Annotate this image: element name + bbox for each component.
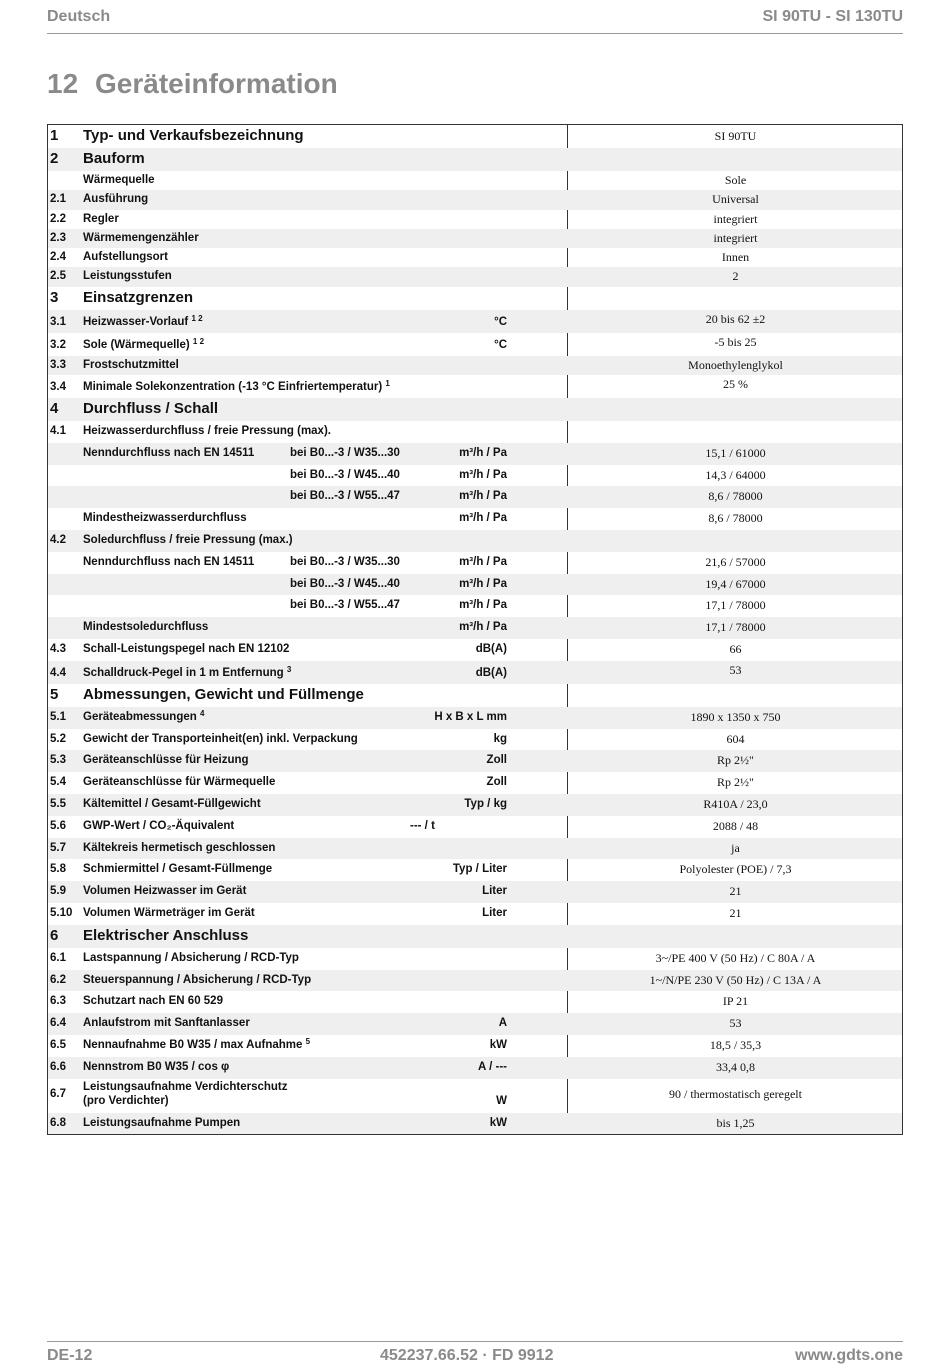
header-divider — [47, 33, 903, 34]
header-language: Deutsch — [47, 8, 111, 25]
row-condition: bei B0...-3 / W55...47 — [290, 490, 400, 503]
row-label: Leistungsstufen — [83, 270, 172, 283]
row-number: 2 — [50, 150, 59, 167]
row-number: 2.5 — [50, 270, 66, 283]
row-unit: H x B x L mm — [434, 710, 507, 723]
row-label: Heizwasserdurchfluss / freie Pressung (max). — [83, 425, 331, 438]
row-value: SI 90TU — [714, 129, 757, 143]
row-number: 4.3 — [50, 643, 66, 656]
row-unit: kW — [489, 1039, 507, 1051]
row-label: Nenndurchfluss nach EN 14511 — [83, 446, 255, 459]
row-label-text: Minimale Solekonzentration (-13 °C Einfriertemperatur) — [83, 381, 383, 394]
row-label: Leistungsaufnahme Verdichterschutz — [83, 1080, 288, 1093]
row-unit: m³/h / Pa — [459, 621, 507, 634]
row-label: Geräteanschlüsse für Wärmequelle — [83, 776, 276, 789]
row-value: Sole — [724, 173, 747, 187]
row-label: Schmiermittel / Gesamt-Füllmenge — [83, 863, 273, 876]
table-row — [48, 267, 902, 286]
table-row — [48, 508, 902, 530]
row-label: Volumen Heizwasser im Gerät — [83, 885, 247, 898]
section-row — [48, 925, 902, 948]
row-number: 6.7 — [50, 1087, 66, 1100]
table-row — [48, 661, 902, 684]
row-value: 14,3 / 64000 — [705, 467, 766, 482]
footer-doc-number: 452237.66.52 · FD 9912 — [380, 1347, 554, 1364]
row-label-text: Schalldruck-Pegel in 1 m Entfernung — [83, 666, 284, 679]
row-value: 21,6 / 57000 — [705, 554, 766, 569]
row-unit: --- / t — [410, 819, 435, 832]
row-label: Regler — [83, 212, 119, 225]
row-condition: bei B0...-3 / W45...40 — [290, 468, 400, 481]
row-number: 6.1 — [50, 951, 66, 964]
row-value: 66 — [729, 642, 742, 657]
row-number: 6.4 — [50, 1017, 66, 1030]
spec-table — [47, 124, 903, 1135]
row-value: integriert — [713, 211, 758, 226]
table-row — [48, 639, 902, 661]
table-row — [48, 574, 902, 596]
row-label: Gewicht der Transporteinheit(en) inkl. Verpackung — [83, 732, 358, 745]
section-row — [48, 287, 902, 310]
table-row — [48, 816, 902, 838]
row-number: 3.3 — [50, 358, 66, 371]
footnote-marker: 3 — [286, 664, 292, 674]
table-row — [48, 190, 902, 209]
row-number: 3.4 — [50, 381, 66, 394]
row-label: Ausführung — [83, 193, 149, 206]
row-number: 4.2 — [50, 534, 66, 547]
footnote-marker: 5 — [305, 1037, 311, 1046]
row-value: 53 — [729, 662, 742, 677]
row-unit: m³/h / Pa — [459, 490, 507, 503]
table-row — [48, 171, 902, 190]
row-number: 5.8 — [50, 863, 66, 876]
row-unit: Typ / Liter — [452, 863, 507, 876]
row-label: Schall-Leistungspegel nach EN 12102 — [83, 643, 290, 656]
row-label: Abmessungen, Gewicht und Füllmenge — [83, 685, 364, 703]
table-row — [48, 248, 902, 267]
row-number: 5.10 — [50, 907, 73, 920]
row-value: 33,4 0,8 — [716, 1059, 755, 1074]
row-value: 8,6 / 78000 — [708, 489, 763, 504]
footnote-marker: 1 — [385, 379, 390, 389]
section-row — [48, 684, 902, 707]
row-condition: bei B0...-3 / W35...30 — [290, 446, 400, 459]
row-label-text: Geräteabmessungen — [83, 710, 197, 723]
row-value: Innen — [721, 250, 750, 265]
row-value: R410A / 23,0 — [703, 797, 768, 812]
row-number: 4.1 — [50, 425, 66, 438]
table-row — [48, 310, 902, 333]
row-value: 20 bis 62 ±2 — [705, 311, 766, 326]
row-unit: kW — [489, 1116, 507, 1129]
footer-page-number: DE-12 — [47, 1347, 93, 1364]
table-row — [48, 465, 902, 487]
row-value: bis 1,25 — [716, 1115, 755, 1130]
table-row — [48, 903, 902, 925]
row-value: 604 — [726, 731, 745, 746]
row-label: Steuerspannung / Absicherung / RCD-Typ — [83, 973, 312, 986]
row-value: 18,5 / 35,3 — [709, 1038, 762, 1052]
row-value: 21 — [729, 906, 742, 921]
row-label: GWP-Wert / CO₂-Äquivalent — [83, 819, 235, 832]
row-unit: kg — [493, 732, 507, 745]
row-value: Rp 2½" — [717, 775, 754, 790]
row-label-text: Sole (Wärmequelle) — [83, 338, 190, 351]
table-row — [48, 229, 902, 248]
footer-website: www.gdts.one — [795, 1347, 903, 1364]
row-label: Elektrischer Anschluss — [83, 926, 249, 944]
footnote-marker: 1 2 — [191, 313, 203, 323]
table-row — [48, 1035, 902, 1057]
row-number: 5.7 — [50, 841, 66, 854]
table-row — [48, 421, 902, 443]
row-unit: °C — [494, 338, 507, 351]
row-number: 5.1 — [50, 710, 66, 723]
row-unit: A — [498, 1017, 507, 1030]
row-label: Schutzart nach EN 60 529 — [83, 995, 223, 1008]
row-label — [83, 664, 292, 679]
section-row — [48, 148, 902, 171]
section-row — [48, 398, 902, 421]
row-number: 3.1 — [50, 315, 66, 328]
row-value: 25 % — [723, 377, 748, 392]
row-value: integriert — [713, 230, 758, 245]
table-row — [48, 552, 902, 574]
row-label: Frostschutzmittel — [83, 358, 179, 371]
row-unit: dB(A) — [475, 666, 507, 679]
row-label: Nenndurchfluss nach EN 14511 — [83, 555, 255, 568]
row-label: Mindestheizwasserdurchfluss — [83, 512, 247, 525]
row-label: Wärmequelle — [83, 174, 155, 186]
row-number: 6 — [50, 926, 59, 944]
row-number: 5.3 — [50, 754, 66, 767]
section-number: 12 — [47, 68, 79, 99]
row-unit: Liter — [482, 907, 507, 920]
row-label: Anlaufstrom mit Sanftanlasser — [83, 1017, 250, 1030]
row-number: 3 — [50, 288, 59, 306]
row-number: 2.3 — [50, 231, 66, 244]
table-row — [48, 794, 902, 816]
row-unit: °C — [494, 315, 507, 328]
table-row — [48, 356, 902, 375]
row-number: 5.9 — [50, 885, 66, 898]
row-value: 1~/N/PE 230 V (50 Hz) / C 13A / A — [649, 972, 822, 987]
row-number: 5.2 — [50, 732, 66, 745]
row-value: ja — [731, 840, 740, 855]
row-condition: bei B0...-3 / W45...40 — [290, 577, 400, 590]
row-label: Einsatzgrenzen — [83, 288, 194, 306]
table-row — [48, 1057, 902, 1079]
table-row — [48, 443, 902, 465]
row-number: 4 — [50, 400, 59, 418]
table-row — [48, 210, 902, 229]
table-row — [48, 375, 902, 398]
row-label: Leistungsaufnahme Pumpen — [83, 1116, 241, 1129]
row-unit: m³/h / Pa — [459, 599, 507, 612]
row-number: 3.2 — [50, 338, 66, 351]
section-row — [48, 125, 902, 148]
row-value: 17,1 / 78000 — [705, 620, 766, 635]
row-label: Bauform — [83, 150, 145, 167]
table-row — [48, 859, 902, 881]
row-value: Monoethylenglykol — [688, 357, 783, 372]
row-number: 5.6 — [50, 819, 66, 832]
row-condition: bei B0...-3 / W55...47 — [290, 599, 400, 612]
row-unit: Zoll — [486, 754, 507, 767]
row-value: 21 — [729, 884, 742, 899]
row-label — [83, 708, 205, 723]
row-label: Typ- und Verkaufsbezeichnung — [83, 127, 304, 144]
row-number: 6.6 — [50, 1060, 66, 1073]
row-number: 5.5 — [50, 798, 66, 811]
row-value: 1890 x 1350 x 750 — [690, 709, 781, 724]
row-label: Kältekreis hermetisch geschlossen — [83, 841, 276, 854]
table-row — [48, 530, 902, 552]
footnote-marker: 1 2 — [192, 336, 205, 346]
row-number: 6.5 — [50, 1039, 66, 1051]
row-number: 5 — [50, 685, 59, 703]
row-unit: m³/h / Pa — [459, 512, 507, 525]
table-row — [48, 750, 902, 772]
row-label: Wärmemengenzähler — [83, 231, 199, 244]
row-value: IP 21 — [722, 994, 749, 1009]
row-value: 2088 / 48 — [712, 818, 759, 833]
table-row — [48, 486, 902, 508]
row-label: Soledurchfluss / freie Pressung (max.) — [83, 534, 293, 547]
row-value: 2 — [732, 269, 739, 284]
row-value: 15,1 / 61000 — [705, 445, 766, 460]
row-unit: Zoll — [486, 776, 507, 789]
row-value: 90 / thermostatisch geregelt — [669, 1086, 802, 1101]
row-number: 6.3 — [50, 995, 66, 1008]
row-label: Kältemittel / Gesamt-Füllgewicht — [83, 798, 261, 811]
row-unit: Typ / kg — [464, 798, 507, 811]
row-value: 19,4 / 67000 — [705, 576, 766, 591]
row-unit: m³/h / Pa — [459, 468, 507, 481]
row-number: 1 — [50, 127, 59, 144]
row-label-text: Heizwasser-Vorlauf — [83, 315, 189, 328]
row-label-line2: (pro Verdichter) — [83, 1094, 169, 1107]
row-value: 8,6 / 78000 — [708, 511, 763, 526]
row-value: 3~/PE 400 V (50 Hz) / C 80A / A — [655, 950, 816, 965]
section-title-text: Geräteinformation — [95, 68, 338, 99]
row-value: 17,1 / 78000 — [705, 598, 766, 613]
table-row — [48, 772, 902, 794]
table-row — [48, 1079, 902, 1113]
row-label — [83, 1039, 310, 1051]
row-label — [83, 336, 205, 351]
row-label — [83, 313, 203, 328]
row-unit: Liter — [482, 885, 507, 898]
section-title — [47, 68, 338, 100]
table-row — [48, 617, 902, 639]
row-unit: m³/h / Pa — [459, 555, 507, 568]
row-number: 6.8 — [50, 1116, 66, 1129]
row-unit: m³/h / Pa — [459, 446, 507, 459]
row-label: Geräteanschlüsse für Heizung — [83, 754, 249, 767]
row-label-text: Nennaufnahme B0 W35 / max Aufnahme — [83, 1039, 303, 1051]
row-value: 53 — [729, 1016, 742, 1031]
row-label — [83, 381, 390, 393]
row-value: -5 bis 25 — [714, 334, 757, 349]
row-number: 5.4 — [50, 776, 66, 789]
table-row — [48, 970, 902, 992]
table-row — [48, 1113, 902, 1135]
row-label: Durchfluss / Schall — [83, 400, 219, 418]
table-row — [48, 707, 902, 729]
table-row — [48, 729, 902, 751]
table-row — [48, 595, 902, 617]
row-condition: bei B0...-3 / W35...30 — [290, 555, 400, 568]
row-number: 2.2 — [50, 212, 66, 225]
row-number: 2.1 — [50, 193, 66, 206]
row-value: Universal — [712, 192, 759, 207]
row-number: 2.4 — [50, 251, 66, 264]
table-row — [48, 1013, 902, 1035]
table-row — [48, 881, 902, 903]
table-row — [48, 333, 902, 356]
row-unit: dB(A) — [475, 643, 507, 656]
row-label: Aufstellungsort — [83, 251, 168, 264]
row-number: 6.2 — [50, 973, 66, 986]
row-label: Nennstrom B0 W35 / cos φ — [83, 1060, 230, 1073]
row-value: Polyolester (POE) / 7,3 — [679, 862, 792, 877]
table-row — [48, 948, 902, 970]
row-label: Mindestsoledurchfluss — [83, 621, 209, 634]
table-row — [48, 991, 902, 1013]
row-unit: W — [496, 1094, 507, 1107]
table-row — [48, 838, 902, 860]
row-unit: m³/h / Pa — [459, 577, 507, 590]
row-value: Rp 2½" — [717, 753, 754, 768]
row-number: 4.4 — [50, 666, 66, 679]
row-label: Lastspannung / Absicherung / RCD-Typ — [83, 951, 299, 964]
footnote-marker: 4 — [199, 708, 205, 718]
header-model-range: SI 90TU - SI 130TU — [762, 8, 903, 25]
row-label: Volumen Wärmeträger im Gerät — [83, 907, 255, 920]
footer-divider — [47, 1341, 903, 1342]
row-unit: A / --- — [478, 1060, 507, 1073]
